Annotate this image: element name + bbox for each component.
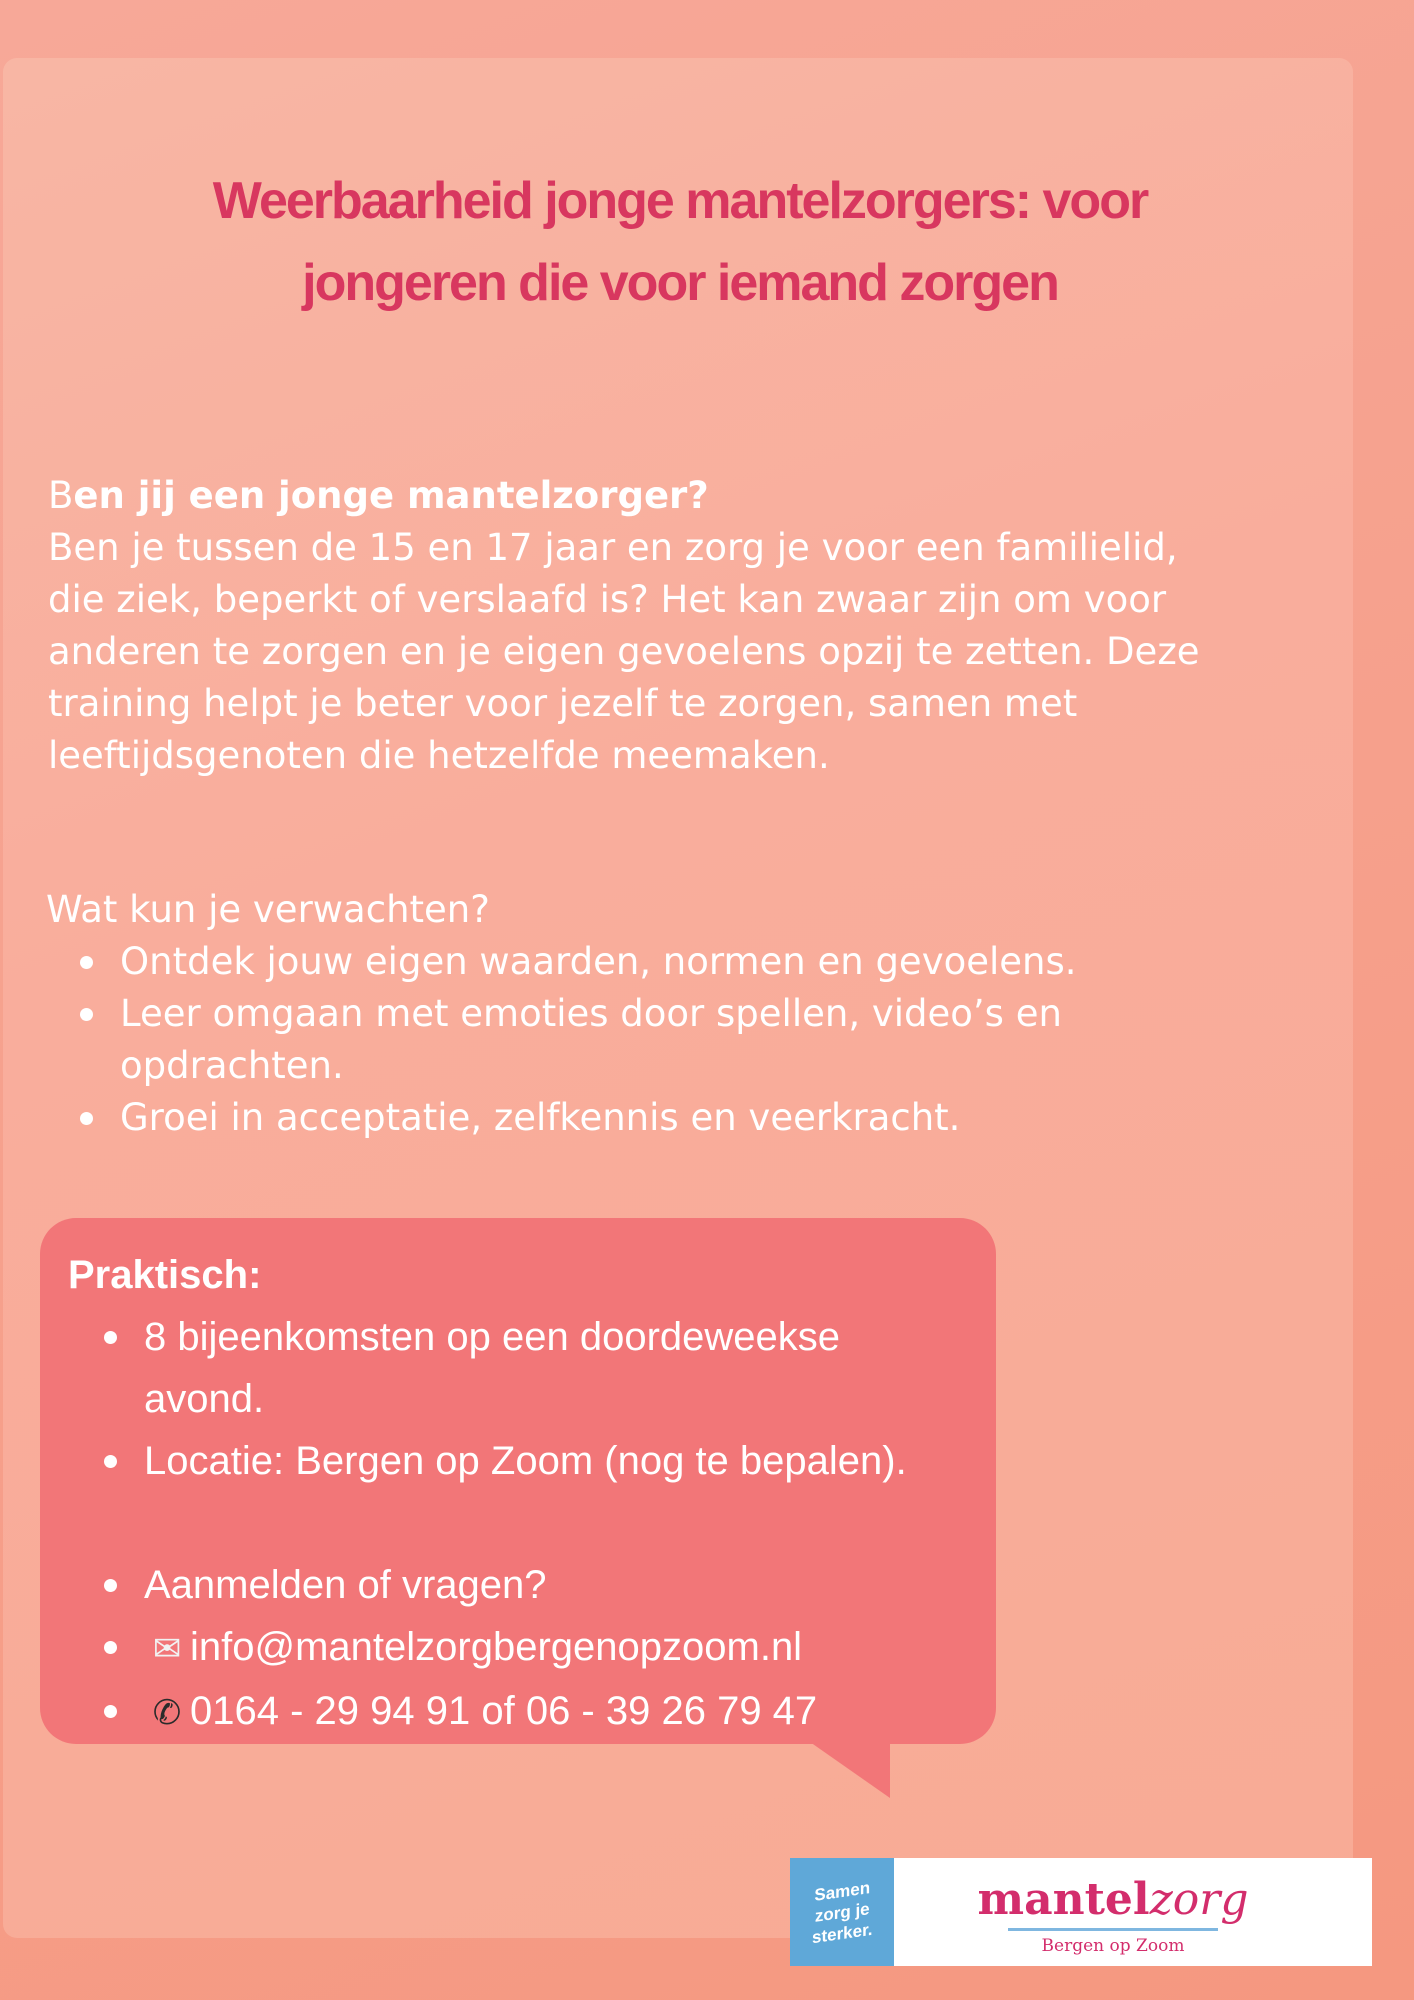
samen-line-2: zorg je <box>814 1898 870 1926</box>
intro-section <box>48 470 1298 782</box>
bullet-icon <box>104 1705 117 1718</box>
bullet-icon <box>104 1641 117 1654</box>
logo-underline <box>1008 1928 1218 1931</box>
samen-line-3: sterker. <box>811 1919 873 1947</box>
mantelzorg-subtitle: Bergen op Zoom <box>1041 1936 1185 1956</box>
practical-item-text: 8 bijeenkomsten op een doordeweekse avond. <box>144 1315 841 1421</box>
expect-item-text: Leer omgaan met emoties door spellen, video’s en opdrachten. <box>120 992 1062 1087</box>
email-link[interactable]: info@mantelzorgbergenopzoom.nl <box>190 1625 803 1669</box>
expect-item <box>46 988 1170 1092</box>
intro-question-rest: en jij een jonge mantelzorger? <box>73 474 709 517</box>
intro-line-4: training helpt je beter voor jezelf te zorgen, samen met <box>48 682 1078 725</box>
expect-item <box>46 936 1296 988</box>
list-spacer <box>68 1492 968 1554</box>
samen-zorg-logo <box>790 1858 894 1966</box>
practical-item <box>68 1616 968 1680</box>
practical-item <box>68 1430 968 1492</box>
practical-item-text: Locatie: Bergen op Zoom (nog te bepalen). <box>144 1439 907 1483</box>
practical-item <box>68 1680 968 1744</box>
expect-item-text: Groei in acceptatie, zelfkennis en veerkracht. <box>120 1096 961 1139</box>
expect-item <box>46 1092 1296 1144</box>
intro-line-1: Ben je tussen de 15 en 17 jaar en zorg je voor een familielid, <box>48 526 1178 569</box>
bullet-icon <box>80 1008 93 1021</box>
bullet-icon <box>104 1579 117 1592</box>
practical-heading: Praktisch: <box>68 1253 262 1297</box>
title-line-2: jongeren die voor iemand zorgen <box>302 254 1058 312</box>
bullet-icon <box>104 1331 117 1344</box>
practical-list <box>68 1306 968 1744</box>
practical-item <box>68 1306 924 1430</box>
page-title <box>100 160 1260 324</box>
contact-heading: Aanmelden of vragen? <box>144 1563 547 1607</box>
intro-line-2: die ziek, beperkt of verslaafd is? Het kan zwaar zijn om voor <box>48 578 1167 621</box>
mantelzorg-logo <box>968 1874 1258 1957</box>
phone-icon: ✆ <box>152 1693 182 1733</box>
bullet-icon <box>80 956 93 969</box>
expect-section <box>46 884 1296 1144</box>
intro-question <box>48 470 1298 522</box>
envelope-icon: ✉ <box>152 1629 182 1669</box>
bullet-icon <box>104 1455 117 1468</box>
intro-line-3: anderen te zorgen en je eigen gevoelens opzij te zetten. Deze <box>48 630 1200 673</box>
expect-item-text: Ontdek jouw eigen waarden, normen en gevoelens. <box>120 940 1077 983</box>
mantelzorg-wordmark: mantelzorg <box>977 1874 1249 1925</box>
bullet-icon <box>80 1112 93 1125</box>
practical-section <box>68 1244 968 1744</box>
title-line-1: Weerbaarheid jonge mantelzorgers: voor <box>212 172 1148 230</box>
expect-heading: Wat kun je verwachten? <box>46 888 490 931</box>
phone-number[interactable]: 0164 - 29 94 91 of 06 - 39 26 79 47 <box>190 1689 818 1733</box>
practical-item <box>68 1554 968 1616</box>
intro-question-first-letter: B <box>48 474 74 517</box>
logo-bar <box>790 1858 1372 1966</box>
expect-list <box>46 936 1296 1144</box>
intro-line-5: leeftijdsgenoten die hetzelfde meemaken. <box>48 734 830 777</box>
samen-line-1: Samen <box>814 1877 870 1905</box>
